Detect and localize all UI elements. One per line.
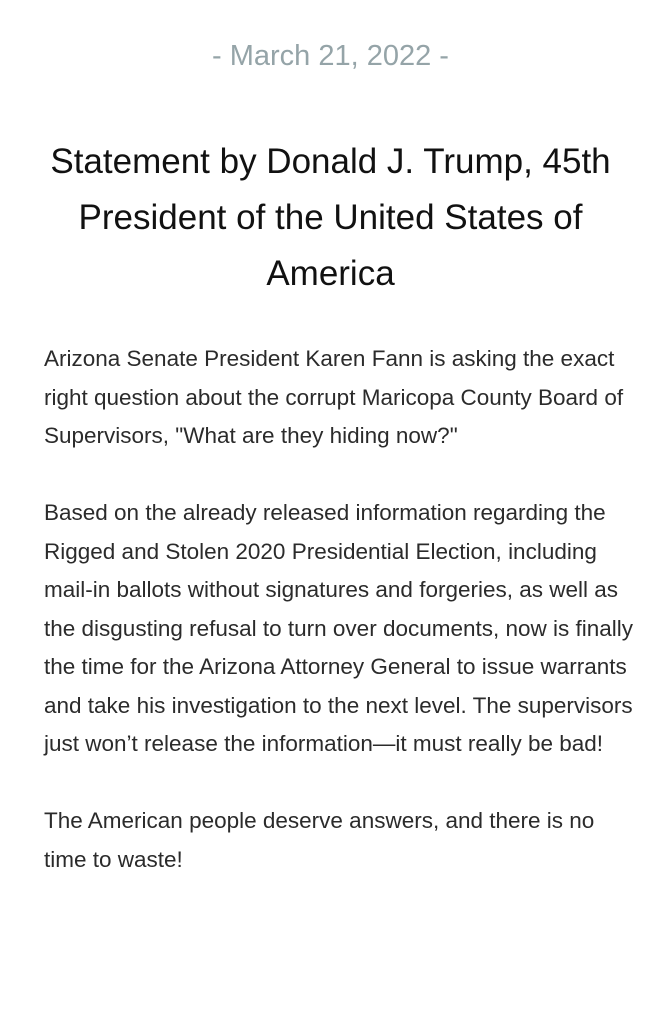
paragraph-1: Arizona Senate President Karen Fann is asking the exact right question about the corrupt Maricopa County Board of Supervisors, "What are they hiding now?" <box>44 346 624 448</box>
statement-date: - March 21, 2022 - <box>212 40 449 72</box>
paragraph-3: The American people deserve answers, and there is no time to waste! <box>44 808 595 872</box>
paragraph-2: Based on the already released information regarding the Rigged and Stolen 2020 Presidential Election, including mail-in ballots without signatures and forgeries, as well as the disgusting refusal to turn over documents, now is finally the time for the Arizona Attorney General to issue warrants and take his investigation to the next level. The supervisors just won’t release the information—it must really be bad! <box>44 500 634 756</box>
statement-body <box>44 340 634 918</box>
statement-title: Statement by Donald J. Trump, 45th President of the United States of America <box>50 142 611 293</box>
